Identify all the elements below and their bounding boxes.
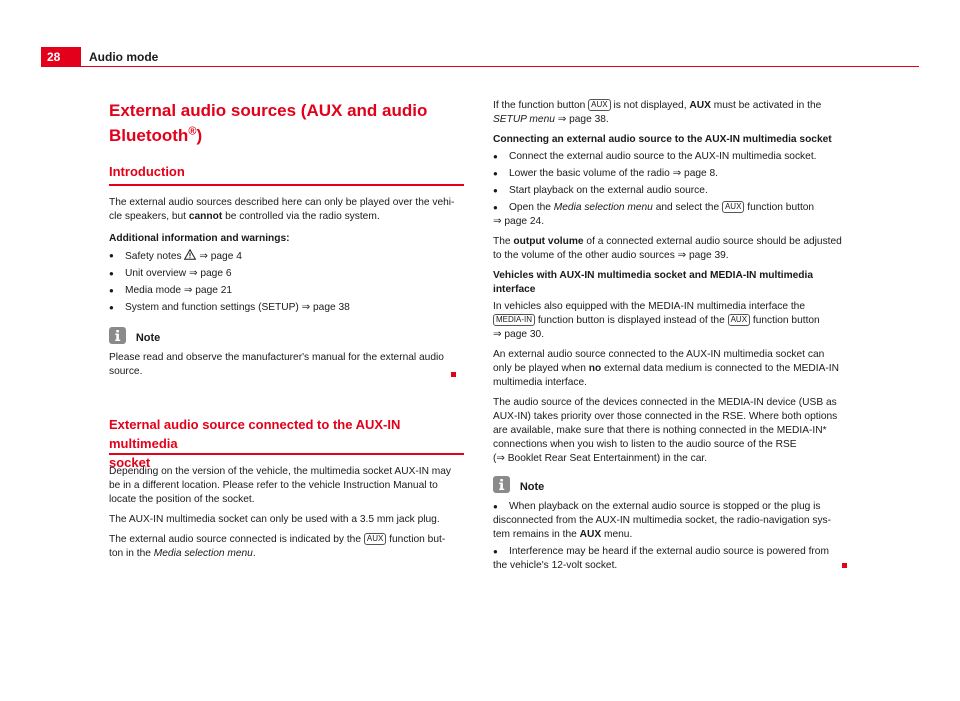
warning-triangle-icon: [184, 249, 196, 260]
aux-p1-line3: locate the position of the socket.: [109, 494, 255, 505]
volume-line1: [493, 235, 853, 249]
note-b1-text-b: menu.: [601, 529, 633, 540]
intro-text-b: be controlled via the radio system.: [222, 211, 380, 222]
vol-text-b: of a connected external audio source should be adjusted: [583, 236, 842, 247]
veh-p2-bold: no: [588, 363, 602, 374]
list-item: ● When playback on the external audio source is stopped or the plug is: [493, 500, 853, 514]
section-end-marker: [451, 372, 456, 377]
page-ref-link[interactable]: ⇒ page 30.: [493, 329, 545, 340]
safety-notes-link[interactable]: Safety notes: [125, 251, 182, 262]
right-column: [493, 99, 853, 573]
note-b1-text-a: tem remains in the: [493, 529, 580, 540]
veh-p3-line2: AUX-IN) takes priority over those connected in the RSE. Where both options: [493, 411, 838, 422]
media-selection-menu-ref: Media selection menu: [153, 548, 253, 559]
aux-p3-text-c: ton in the: [109, 548, 154, 559]
veh-p2-line2: [493, 362, 853, 376]
veh-p1-text-c: function button: [752, 315, 820, 326]
media-in-function-key: MEDIA-IN: [493, 314, 535, 326]
connect-steps: [493, 150, 853, 229]
aux-in-rule: [109, 453, 464, 455]
list-item: [493, 201, 853, 215]
aux-p1-line2: be in a different location. Please refer to the vehicle Instruction Manual to: [109, 480, 438, 491]
intro-text-a: cle speakers, but: [109, 211, 189, 222]
aux-menu-bold: AUX: [579, 529, 602, 540]
list-item: ● Connect the external audio source to the AUX-IN multimedia socket.: [493, 150, 853, 164]
step4-text-b: and select the: [652, 202, 720, 213]
r-p1-text-b: is not displayed,: [613, 100, 690, 111]
section-title: [109, 98, 469, 148]
aux-function-key: AUX: [364, 533, 386, 545]
veh-p2-text-c: external data medium is connected to the MEDIA-IN: [601, 363, 839, 374]
page-ref-link[interactable]: ⇒ page 38.: [554, 114, 609, 125]
list-item[interactable]: ● Media mode ⇒ page 21: [109, 284, 464, 298]
veh-p1-text-b: function button is displayed instead of the: [537, 315, 725, 326]
introduction-text: [109, 196, 469, 224]
r-p1-line2: [493, 113, 853, 127]
info-heading: Additional information and warnings:: [109, 233, 290, 244]
aux-function-key: AUX: [722, 201, 744, 213]
note-label: Note: [519, 481, 545, 493]
aux-p3-line2: [109, 547, 469, 561]
volume-line2: to the volume of the other audio sources ⇒ page 39.: [493, 250, 729, 261]
intro-line1: The external audio sources described here can only be played over the vehi-: [109, 197, 455, 208]
r-p1-line1: [493, 99, 853, 113]
step4-text-a: Open the: [509, 202, 554, 213]
page-number: 28: [41, 47, 81, 67]
chapter-title: Audio mode: [89, 50, 159, 64]
list-item: ● Interference may be heard if the external audio source is powered from: [493, 545, 853, 559]
veh-p2-text-b: only be played when: [493, 363, 589, 374]
note-b1-line3: [493, 528, 853, 542]
aux-in-text: [109, 465, 469, 561]
veh-p2-line1: An external audio source connected to the AUX-IN multimedia socket can: [493, 349, 825, 360]
aux-in-heading-line1: External audio source connected to the AUX-IN multimedia: [109, 417, 401, 451]
list-item: ● Start playback on the external audio source.: [493, 184, 853, 198]
vol-text-a: The: [493, 236, 514, 247]
aux-p2: The AUX-IN multimedia socket can only be used with a 3.5 mm jack plug.: [109, 514, 440, 525]
note-header: [109, 327, 464, 346]
section-title-close: ): [196, 126, 203, 145]
list-item: ● Lower the basic volume of the radio ⇒ page 8.: [493, 167, 853, 181]
page-ref-link[interactable]: ⇒ page 4: [199, 251, 242, 262]
note-box: [109, 327, 464, 379]
veh-p3-line3: are available, make sure that there is nothing connected in the MEDIA-IN*: [493, 425, 827, 436]
aux-function-key: AUX: [588, 99, 610, 111]
note-label: Note: [135, 332, 161, 344]
veh-p3-line1: The audio source of the devices connected in the MEDIA-IN device (USB as: [493, 397, 837, 408]
output-volume-bold: output volume: [513, 236, 584, 247]
list-item: [109, 249, 464, 264]
aux-p3-line1: [109, 533, 469, 547]
note-header: [493, 476, 853, 495]
aux-p3-period: .: [252, 548, 256, 559]
info-note-icon: [109, 327, 126, 344]
veh-p1-line2: [493, 314, 853, 328]
registered-mark: ®: [188, 125, 197, 138]
introduction-rule: [109, 184, 464, 186]
veh-p1-line1: In vehicles also equipped with the MEDIA-IN multimedia interface the: [493, 301, 806, 312]
note-line2: source.: [109, 366, 143, 377]
list-item[interactable]: ● Unit overview ⇒ page 6: [109, 267, 464, 281]
veh-p3-line4: connections when you wish to listen to the audio source of the RSE: [493, 439, 797, 450]
aux-in-heading-line2: socket: [109, 455, 151, 470]
aux-p1-line1: Depending on the version of the vehicle, the multimedia socket AUX-IN may: [109, 466, 452, 477]
info-list: [109, 249, 464, 315]
page-ref-link[interactable]: ⇒ page 24.: [493, 216, 545, 227]
section-title-line1: External audio sources (AUX and audio: [109, 101, 428, 120]
r-p1-text-c: must be activated in the: [710, 100, 822, 111]
header-rule: [81, 66, 919, 68]
list-item[interactable]: ● System and function settings (SETUP) ⇒ page 38: [109, 301, 464, 315]
info-note-icon: [493, 476, 510, 493]
r-p1-text-a: If the function button: [493, 100, 586, 111]
veh-p2-line3: multimedia interface.: [493, 377, 587, 388]
setup-menu-ref: SETUP menu: [493, 114, 555, 125]
aux-p3-text-a: The external audio source connected is indicated by the: [109, 534, 362, 545]
section-title-line2: [109, 123, 469, 148]
section-end-marker: [842, 563, 847, 568]
intro-line2: [109, 210, 469, 224]
note-line1: Please read and observe the manufacturer's manual for the external audio: [109, 352, 444, 363]
aux-function-key: AUX: [728, 314, 750, 326]
connect-heading: Connecting an external audio source to the AUX-IN multimedia socket: [493, 134, 832, 145]
aux-p3-text-b: function but-: [389, 534, 446, 545]
note-b1-line2: disconnected from the AUX-IN multimedia socket, the radio-navigation sys-: [493, 515, 832, 526]
section-title-bluetooth: Bluetooth: [109, 126, 189, 145]
note-b2-line2: the vehicle's 12-volt socket.: [493, 560, 618, 571]
veh-p3-line5: (⇒ Booklet Rear Seat Entertainment) in the car.: [493, 453, 708, 464]
vehicles-heading: Vehicles with AUX-IN multimedia socket and MEDIA-IN multimedia interface: [493, 270, 814, 295]
media-selection-menu-ref: Media selection menu: [553, 202, 653, 213]
r-p1-bold: AUX: [689, 100, 711, 111]
aux-in-heading: [109, 415, 464, 472]
page-header: [41, 47, 919, 67]
step4-text-c: function button: [747, 202, 815, 213]
intro-bold: cannot: [188, 211, 223, 222]
introduction-heading: Introduction: [109, 164, 185, 179]
